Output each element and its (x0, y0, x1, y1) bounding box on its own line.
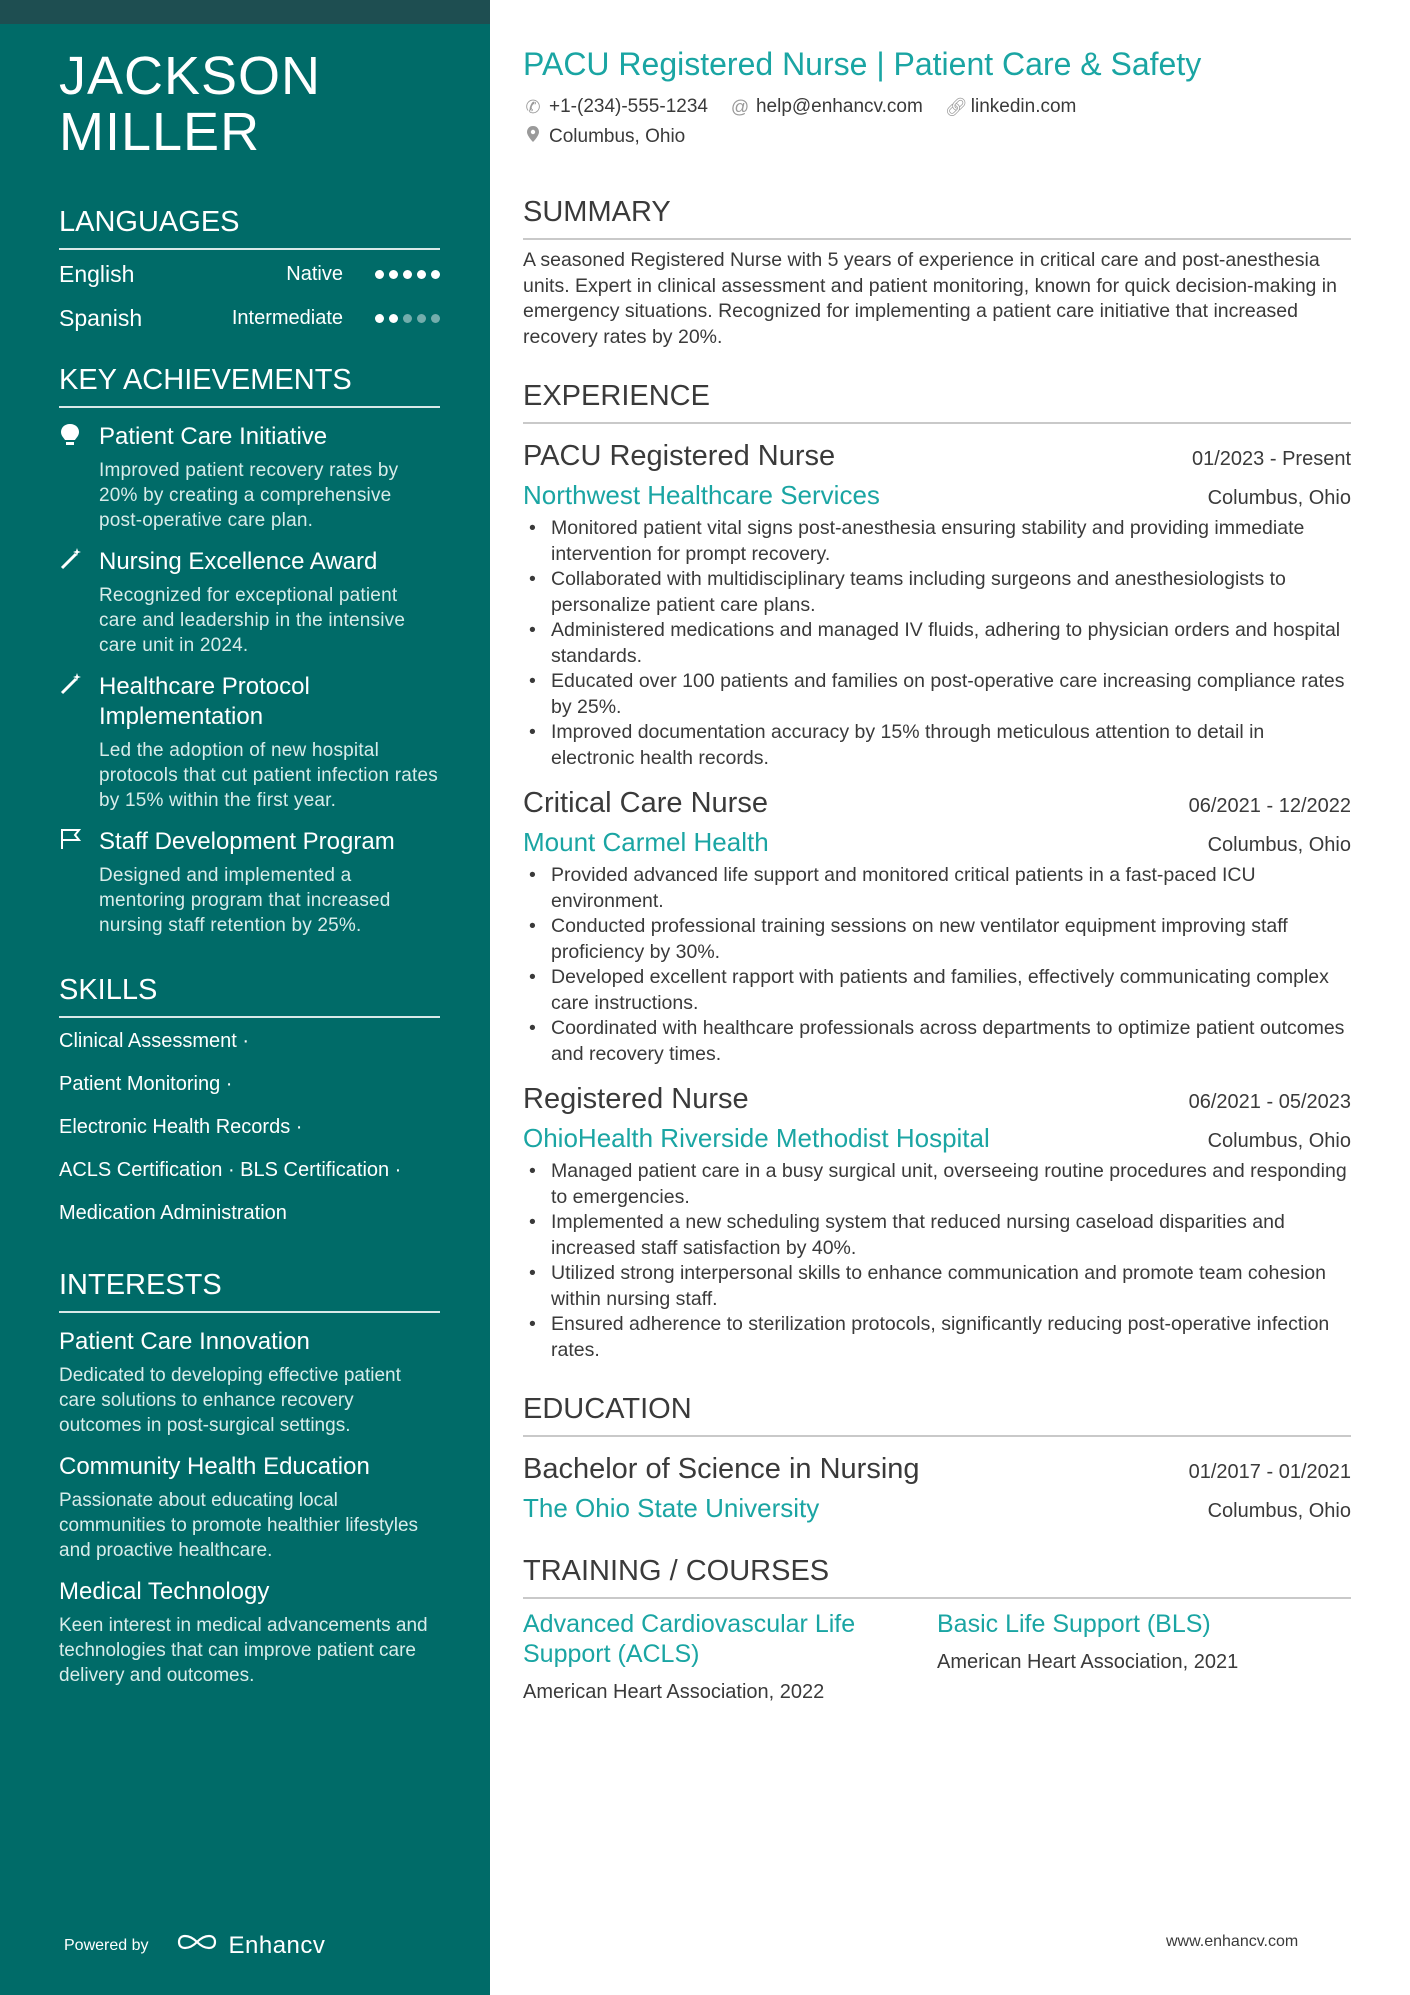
degree: Bachelor of Science in Nursing (523, 1453, 920, 1485)
job-title: Critical Care Nurse (523, 787, 768, 819)
achievement-item (59, 827, 440, 938)
main-content (523, 44, 1351, 1705)
interests-section (59, 1267, 440, 1688)
job-date: 06/2021 - 05/2023 (1188, 1091, 1351, 1113)
summary-section (523, 194, 1351, 350)
contact-email[interactable] (730, 94, 923, 120)
job-entry (523, 783, 1351, 1067)
experience-section (523, 378, 1351, 1363)
skills-section (59, 972, 440, 1235)
enhancv-logo-icon (175, 1930, 219, 1961)
proficiency-dots (375, 314, 440, 323)
map-pin-icon (523, 124, 543, 150)
job-entry (523, 1079, 1351, 1363)
job-bullets (523, 516, 1351, 771)
linkedin-text: linkedin.com (970, 96, 1077, 117)
skill-line: Clinical Assessment · (59, 1030, 250, 1052)
languages-title: LANGUAGES (59, 204, 440, 250)
dot-filled (403, 270, 412, 279)
achievement-description: Designed and implemented a mentoring program that increased nursing staff retention by 25%. (99, 865, 391, 936)
language-name: English (59, 260, 135, 287)
language-row (59, 296, 440, 340)
dot-filled (417, 270, 426, 279)
bullet-item: • Improved documentation accuracy by 15% through meticulous attention to detail in electronic health records. (523, 720, 1351, 771)
magic-wand-icon (59, 672, 99, 813)
skill-line: Patient Monitoring · (59, 1073, 233, 1095)
at-sign-icon: @ (730, 97, 750, 117)
contact-info (523, 94, 1351, 150)
skill-line: Medication Administration (59, 1202, 287, 1224)
powered-by (64, 1930, 325, 1961)
training-title: TRAINING / COURSES (523, 1553, 1351, 1599)
achievements-section (59, 362, 440, 938)
bullet-item: • Utilized strong interpersonal skills to enhance communication and promote team cohesion within nursing staff. (523, 1261, 1351, 1312)
footer-website[interactable]: www.enhancv.com (1166, 1933, 1299, 1950)
skill-line: ACLS Certification · BLS Certification · (59, 1159, 402, 1181)
education-location: Columbus, Ohio (1207, 1500, 1351, 1522)
email-text: help@enhancv.com (755, 96, 923, 117)
course-item (937, 1609, 1351, 1705)
job-bullets (523, 863, 1351, 1067)
phone-icon: ✆ (525, 97, 541, 117)
interests-title: INTERESTS (59, 1267, 440, 1313)
education-section (523, 1391, 1351, 1525)
powered-by-label: Powered by (64, 1936, 149, 1954)
experience-title: EXPERIENCE (523, 378, 1351, 424)
link-icon: 🔗︎ (944, 97, 968, 117)
course-provider: American Heart Association, 2022 (523, 1681, 825, 1703)
education-entry (523, 1449, 1351, 1525)
interest-description: Dedicated to developing effective patient care solutions to enhance recovery outcomes in post-surgical settings. (59, 1365, 401, 1436)
dot-filled (389, 270, 398, 279)
skills-title: SKILLS (59, 972, 440, 1018)
bullet-item: • Developed excellent rapport with patients and families, effectively communicating complex care instructions. (523, 965, 1351, 1016)
achievement-description: Recognized for exceptional patient care and leadership in the intensive care unit in 2024. (99, 585, 406, 656)
bullet-item: • Coordinated with healthcare professionals across departments to optimize patient outcomes and recovery times. (523, 1016, 1351, 1067)
bullet-item: • Collaborated with multidisciplinary teams including surgeons and anesthesiologists to personalize patient care plans. (523, 567, 1351, 618)
summary-title: SUMMARY (523, 194, 1351, 240)
dot-empty (431, 314, 440, 323)
interest-item (59, 1452, 440, 1563)
bullet-item: • Implemented a new scheduling system that reduced nursing caseload disparities and increased staff satisfaction by 40%. (523, 1210, 1351, 1261)
job-title: PACU Registered Nurse (523, 440, 836, 472)
education-date: 01/2017 - 01/2021 (1188, 1461, 1351, 1483)
dot-filled (375, 314, 384, 323)
language-level: Native (286, 262, 343, 285)
language-name: Spanish (59, 304, 143, 331)
headline: PACU Registered Nurse | Patient Care & Safety (523, 46, 1202, 82)
interest-title: Community Health Education (59, 1453, 370, 1480)
job-location: Columbus, Ohio (1207, 1130, 1351, 1152)
location-text: Columbus, Ohio (549, 126, 686, 147)
dot-empty (403, 314, 412, 323)
achievement-item (59, 672, 440, 813)
sidebar-top-bar (0, 0, 490, 24)
lightbulb-icon (59, 422, 99, 533)
course-provider: American Heart Association, 2021 (937, 1651, 1239, 1673)
job-company: OhioHealth Riverside Methodist Hospital (523, 1123, 990, 1153)
job-date: 06/2021 - 12/2022 (1188, 795, 1351, 817)
enhancv-brand-name: Enhancv (228, 1931, 326, 1959)
course-item (523, 1609, 937, 1705)
achievement-item (59, 422, 440, 533)
achievement-title: Staff Development Program (99, 828, 395, 855)
bullet-item: • Ensured adherence to sterilization protocols, significantly reducing post-operative infection rates. (523, 1312, 1351, 1363)
bullet-item: • Conducted professional training sessions on new ventilator equipment improving staff proficiency by 30%. (523, 914, 1351, 965)
course-title: Basic Life Support (BLS) (937, 1610, 1211, 1638)
dot-filled (375, 270, 384, 279)
interest-item (59, 1327, 440, 1438)
language-row (59, 252, 440, 296)
job-location: Columbus, Ohio (1207, 834, 1351, 856)
dot-filled (389, 314, 398, 323)
language-level: Intermediate (231, 306, 343, 329)
contact-location (523, 124, 1329, 150)
achievements-title: KEY ACHIEVEMENTS (59, 362, 440, 408)
bullet-item: • Provided advanced life support and monitored critical patients in a fast-paced ICU environment. (523, 863, 1351, 914)
contact-linkedin[interactable] (945, 94, 1077, 120)
proficiency-dots (375, 270, 440, 279)
flag-icon (59, 827, 99, 938)
magic-wand-icon (59, 547, 99, 658)
job-entry (523, 436, 1351, 771)
sidebar (0, 0, 490, 1995)
job-company: Mount Carmel Health (523, 827, 769, 857)
interest-title: Patient Care Innovation (59, 1328, 310, 1355)
interest-item (59, 1577, 440, 1688)
interest-description: Passionate about educating local communities to promote healthier lifestyles and proactive healthcare. (59, 1490, 419, 1561)
achievement-title: Nursing Excellence Award (99, 548, 378, 575)
achievement-description: Improved patient recovery rates by 20% by creating a comprehensive post-operative care plan. (99, 460, 399, 531)
training-section (523, 1553, 1351, 1705)
candidate-name: JACKSON MILLER (59, 46, 322, 162)
job-bullets (523, 1159, 1351, 1363)
interest-title: Medical Technology (59, 1578, 270, 1605)
bullet-item: • Administered medications and managed IV fluids, adhering to physician orders and hospital standards. (523, 618, 1351, 669)
achievement-item (59, 547, 440, 658)
achievement-title: Healthcare Protocol Implementation (99, 673, 310, 730)
bullet-item: • Educated over 100 patients and families on post-operative care increasing compliance rates by 25%. (523, 669, 1351, 720)
bullet-item: • Managed patient care in a busy surgical unit, overseeing routine procedures and responding to emergencies. (523, 1159, 1351, 1210)
achievement-description: Led the adoption of new hospital protocols that cut patient infection rates by 15% within the first year. (99, 740, 438, 811)
phone-text: +1-(234)-555-1234 (549, 96, 708, 117)
bullet-item: • Monitored patient vital signs post-anesthesia ensuring stability and providing immediate intervention for prompt recovery. (523, 516, 1351, 567)
dot-empty (417, 314, 426, 323)
job-date: 01/2023 - Present (1192, 448, 1351, 470)
course-title: Advanced Cardiovascular Life Support (ACLS) (523, 1610, 856, 1668)
dot-filled (431, 270, 440, 279)
summary-text: A seasoned Registered Nurse with 5 years of experience in critical care and post-anesthesia units. Expert in clinical assessment and patient monitoring, known for quick decision-making in emergency situations. Recognized for implementing a patient care initiative that increased recovery rates by 20%. (523, 249, 1337, 348)
languages-section (59, 204, 440, 340)
skill-line: Electronic Health Records · (59, 1116, 303, 1138)
interest-description: Keen interest in medical advancements and technologies that can improve patient care delivery and outcomes. (59, 1615, 428, 1686)
contact-phone (523, 94, 708, 120)
achievement-title: Patient Care Initiative (99, 423, 328, 450)
education-title: EDUCATION (523, 1391, 1351, 1437)
school: The Ohio State University (523, 1493, 820, 1523)
job-title: Registered Nurse (523, 1083, 749, 1115)
job-location: Columbus, Ohio (1207, 487, 1351, 509)
job-company: Northwest Healthcare Services (523, 480, 880, 510)
